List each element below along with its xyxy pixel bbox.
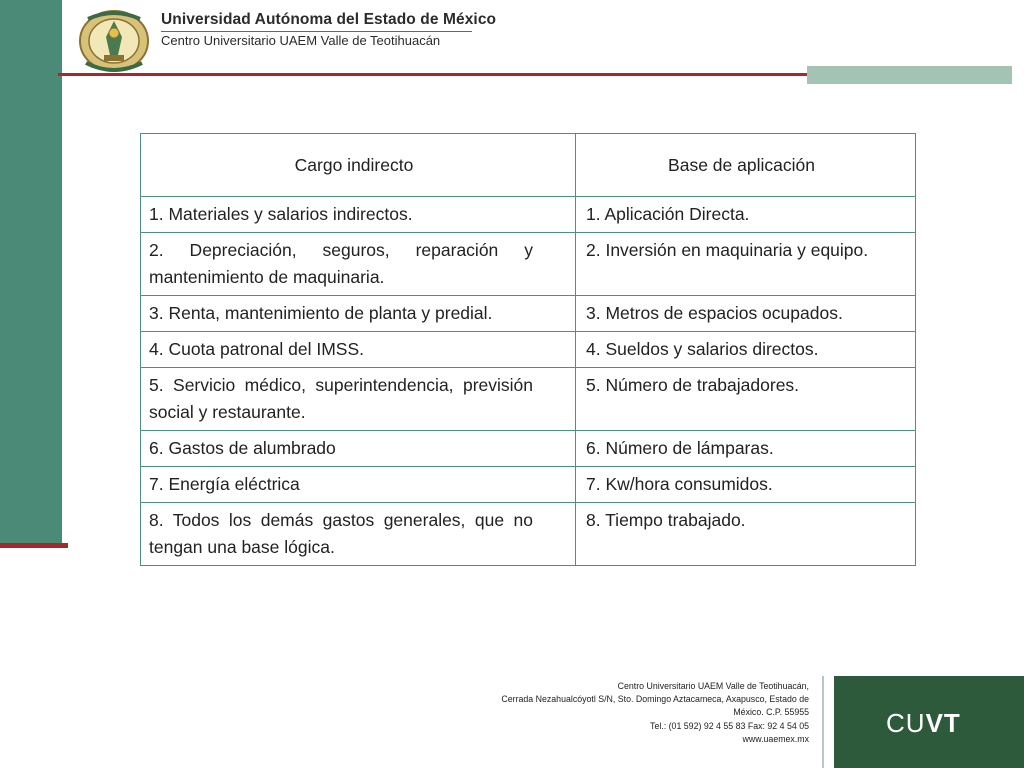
footer-brand-block xyxy=(834,676,1024,768)
footer-separator xyxy=(822,676,824,768)
table-cell: 6. Número de lámparas. xyxy=(576,431,916,467)
table-cell: 7. Kw/hora consumidos. xyxy=(576,467,916,503)
table-cell: 1. Materiales y salarios indirectos. xyxy=(141,197,576,233)
column-header: Cargo indirecto xyxy=(141,134,576,197)
header-accent-block xyxy=(807,66,1012,84)
table-cell: 1. Aplicación Directa. xyxy=(576,197,916,233)
footer-line: Centro Universitario UAEM Valle de Teotihuacán, xyxy=(617,681,809,691)
table-cell: 4. Cuota patronal del IMSS. xyxy=(141,332,576,368)
table-row xyxy=(141,332,916,368)
table-row xyxy=(141,233,916,296)
university-name: Universidad Autónoma del Estado de México xyxy=(161,11,497,28)
table-row xyxy=(141,431,916,467)
header-title-rule xyxy=(161,31,472,32)
university-seal-icon xyxy=(74,5,154,75)
left-accent-red-line xyxy=(0,543,68,548)
table-cell: 6. Gastos de alumbrado xyxy=(141,431,576,467)
table-row xyxy=(141,503,916,566)
footer-line: Tel.: (01 592) 92 4 55 83 Fax: 92 4 54 05 xyxy=(650,720,809,731)
column-header: Base de aplicación xyxy=(576,134,916,197)
table-row xyxy=(141,197,916,233)
brand-logo xyxy=(886,708,961,739)
table-cell: 8. Tiempo trabajado. xyxy=(576,503,916,566)
footer-line: Cerrada Nezahualcóyotl S/N, Sto. Domingo Aztacameca, Axapusco, Estado de xyxy=(501,694,809,705)
table-cell: 5. Número de trabajadores. xyxy=(576,368,916,431)
table-cell: 2. Depreciación, seguros, reparación y mantenimiento de maquinaria. xyxy=(141,233,576,296)
footer-line: www.uaemex.mx xyxy=(742,733,809,744)
center-name: Centro Universitario UAEM Valle de Teotihuacán xyxy=(161,33,441,48)
cost-allocation-table xyxy=(140,133,916,566)
table-cell: 3. Renta, mantenimiento de planta y predial. xyxy=(141,296,576,332)
table-cell: 3. Metros de espacios ocupados. xyxy=(576,296,916,332)
brand-prefix: CU xyxy=(886,708,926,738)
footer-address xyxy=(501,680,809,746)
table-cell: 7. Energía eléctrica xyxy=(141,467,576,503)
table-row xyxy=(141,368,916,431)
brand-suffix: VT xyxy=(925,708,961,738)
left-accent-bar xyxy=(0,0,62,546)
table-cell: 2. Inversión en maquinaria y equipo. xyxy=(576,233,916,296)
table-header-row xyxy=(141,134,916,197)
table-cell: 4. Sueldos y salarios directos. xyxy=(576,332,916,368)
table-cell: 8. Todos los demás gastos generales, que no tengan una base lógica. xyxy=(141,503,576,566)
table-cell: 5. Servicio médico, superintendencia, previsión social y restaurante. xyxy=(141,368,576,431)
table-row xyxy=(141,467,916,503)
footer-line: México. C.P. 55955 xyxy=(733,707,809,718)
table-row xyxy=(141,296,916,332)
